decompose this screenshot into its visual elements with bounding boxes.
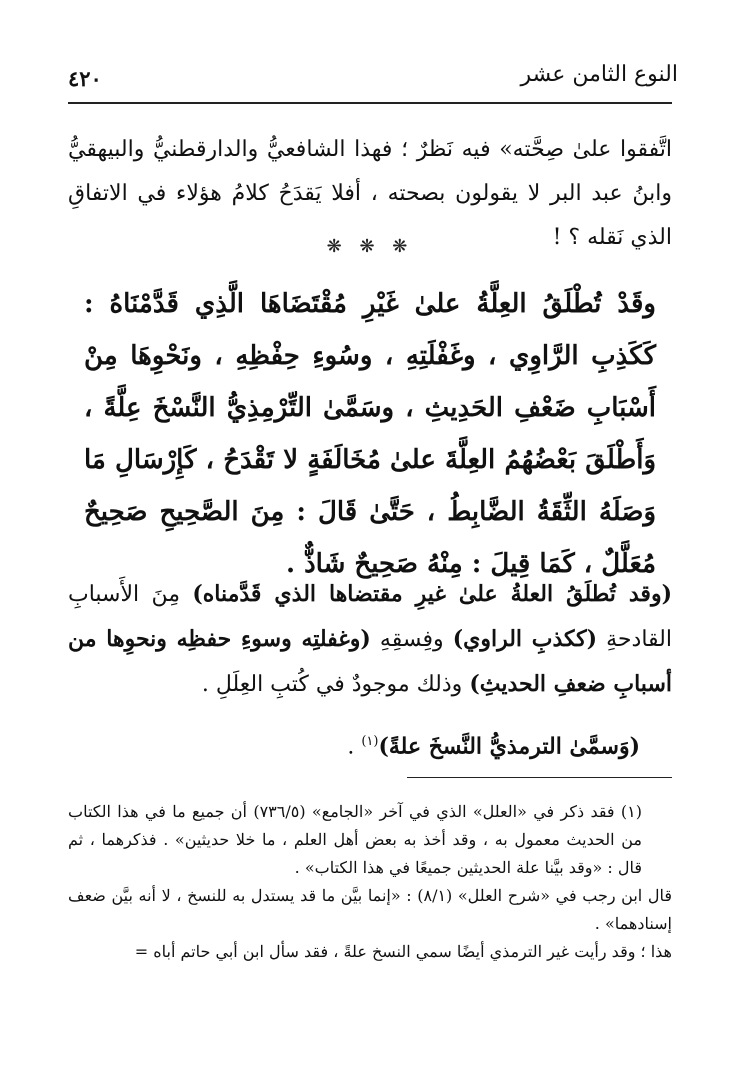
commentary-text: مِنَ الأَسبابِ القادحةِ: [68, 582, 672, 652]
quoted-matn: (ككذبِ الراوي): [452, 626, 598, 652]
line-end: .: [347, 734, 362, 760]
commentary-paragraph: [68, 572, 672, 707]
quoted-matn: (وغفلتِه وسوءِ حفظِه ونحوِها من أسبابِ ضعفِ الحديثِ): [68, 626, 672, 697]
footnote-1-continuation: هذا ؛ وقد رأيت غير الترمذي أيضًا سمي النسخ علةً ، فقد سأل ابن أبي حاتم أباه =: [134, 942, 672, 961]
commentary-text: وفِسقِهِ: [370, 627, 453, 652]
footnote-1-quote: قال ابن رجب في «شرح العلل» (٨/١) : «إنما بيَّن ما قد يستدل به للنسخ ، لا أنه بيَّن ضعف إسنادهما» .: [68, 886, 673, 933]
quoted-matn: (وَسمَّىٰ الترمذيُّ النَّسخَ علةً): [378, 733, 640, 760]
quoted-matn: (وقد تُطلَقُ العلةُ علىٰ غيرِ مقتضاها الذي قَدَّمناه): [192, 581, 672, 607]
footnotes: [68, 798, 672, 966]
matn-text: وقَدْ تُطْلَقُ العِلَّةُ علىٰ غَيْرِ مُقْتَضَاهَا الَّذِي قَدَّمْنَاهُ : كَكَذِبِ الرَّاوِي ، وغَفْلَتِهِ ، وسُوءِ حِفْظِهِ ، ونَحْوِهَا مِنْ أَسْبَابِ ضَعْفِ الحَدِيثِ ، وسَمَّىٰ التِّرْمِذِيُّ النَّسْخَ عِلَّةً ، وَأَطْلَقَ بَعْضُهُمُ العِلَّةَ علىٰ مُخَالَفَةٍ لا تَقْدَحُ ، كَإِرْسَالِ مَا وَصَلَهُ الثِّقَةُ الضَّابِطُ ، حَتَّىٰ قَالَ : مِنَ الصَّحِيحِ صَحِيحٌ مُعَلَّلٌ ، كَمَا قِيلَ : مِنْهُ صَحِيحٌ شَاذٌّ .: [84, 289, 657, 579]
continuation-paragraph: اتَّفقوا علىٰ صِحَّته» فيه نَظرٌ ؛ فهذا الشافعيُّ والدارقطنيُّ والبيهقيُّ وابنُ عبد البر لا يقولون بصحته ، أفلا يَقدَحُ كلامُ هؤلاء في الاتفاقِ الذي نَقله ؟ !: [68, 137, 672, 250]
running-title: النوع الثامن عشر: [520, 62, 678, 87]
footnote-1: (١) فقد ذكر في «العلل» الذي في آخر «الجامع» (٧٣٦/٥) أن جميع ما في هذا الكتاب من الحديث معمول به ، وقد أخذ به بعض أهل العلم ، ما خلا حديثين» . فذكرهما ، ثم قال : «وقد بيَّنا علة الحديثين جميعًا في هذا الكتاب» .: [68, 802, 642, 877]
section-separator: ❋ ❋ ❋: [326, 236, 414, 257]
header-rule: [68, 102, 672, 104]
footnote-ref[interactable]: (١): [361, 734, 379, 749]
commentary-last-line: [347, 720, 640, 769]
footnote-rule: [407, 777, 672, 778]
commentary-text: وذلك موجودٌ في كُتبِ العِلَلِ .: [201, 672, 470, 697]
page-number: ٤٢٠: [68, 66, 102, 91]
